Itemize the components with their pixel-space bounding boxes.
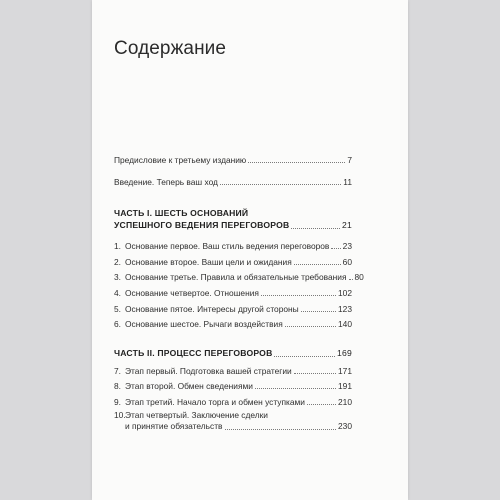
toc-entry-label: Основание второе. Ваши цели и ожидания <box>125 257 292 267</box>
toc-entry <box>114 410 352 432</box>
part-heading-line: ЧАСТЬ II. ПРОЦЕСС ПЕРЕГОВОРОВ <box>114 348 273 358</box>
part-heading-line: УСПЕШНОГО ВЕДЕНИЯ ПЕРЕГОВОРОВ <box>114 220 290 230</box>
page-title: Содержание <box>114 38 227 59</box>
toc-entry <box>114 257 352 267</box>
toc-entry-preface <box>114 155 352 165</box>
toc-entry-page: 123 <box>338 304 352 314</box>
part-one-heading <box>114 207 352 231</box>
toc-entry-number: 5. <box>114 304 121 314</box>
toc-entry <box>114 381 352 391</box>
part-heading-line: ЧАСТЬ I. ШЕСТЬ ОСНОВАНИЙ <box>114 208 249 218</box>
toc-entry-page: 11 <box>343 177 352 187</box>
toc-entry-number: 9. <box>114 397 121 407</box>
leader-dots <box>291 228 340 229</box>
toc-entry-label-continued: и принятие обязательств <box>125 421 223 431</box>
toc-entry-page: 60 <box>342 257 352 267</box>
toc-entry <box>114 241 352 251</box>
leader-dots <box>261 295 336 296</box>
toc-entry-number: 2. <box>114 257 121 267</box>
leader-dots <box>225 429 337 430</box>
leader-dots <box>301 311 336 312</box>
toc-entry-label: Этап третий. Начало торга и обмен уступками <box>125 397 305 407</box>
part-two-heading <box>114 347 352 359</box>
leader-dots <box>220 184 341 185</box>
leader-dots <box>274 356 335 357</box>
toc-entry <box>114 397 352 407</box>
toc-entry <box>114 319 352 329</box>
toc-entry-page: 210 <box>338 397 352 407</box>
part-heading-page: 21 <box>342 220 352 230</box>
toc-entry-label: Этап второй. Обмен сведениями <box>125 381 253 391</box>
toc-entry-number: 3. <box>114 272 121 282</box>
toc-entry-number: 1. <box>114 241 121 251</box>
toc-entry-label: Этап первый. Подготовка вашей стратегии <box>125 366 292 376</box>
leader-dots <box>285 326 336 327</box>
toc-entry-label: Основание пятое. Интересы другой стороны <box>125 304 299 314</box>
toc-entry-label: Основание шестое. Рычаги воздействия <box>125 319 283 329</box>
toc-entry-label: Этап четвертый. Заключение сделки <box>125 410 268 420</box>
part-heading-page: 169 <box>337 348 352 358</box>
toc-entry-label: Основание третье. Правила и обязательные требования <box>125 272 347 282</box>
toc-entry <box>114 288 352 298</box>
toc-entry-label: Основание четвертое. Отношения <box>125 288 259 298</box>
toc-entry-page: 171 <box>338 366 352 376</box>
toc-entry-page: 23 <box>342 241 352 251</box>
leader-dots <box>294 264 341 265</box>
toc-entry-number: 10. <box>114 410 126 420</box>
toc-entry <box>114 272 364 282</box>
toc-entry-label: Основание первое. Ваш стиль ведения переговоров <box>125 241 330 251</box>
leader-dots <box>248 162 345 163</box>
toc-entry-label: Введение. Теперь ваш ход <box>114 177 218 187</box>
leader-dots <box>331 248 340 249</box>
toc-entry-page: 80 <box>354 272 364 282</box>
toc-entry <box>114 304 352 314</box>
toc-entry-page: 230 <box>338 421 352 431</box>
leader-dots <box>307 404 336 405</box>
leader-dots <box>349 279 353 280</box>
toc-entry-number: 4. <box>114 288 121 298</box>
toc-entry-page: 102 <box>338 288 352 298</box>
leader-dots <box>255 388 336 389</box>
toc-entry <box>114 366 352 376</box>
toc-entry-page: 191 <box>338 381 352 391</box>
toc-entry-page: 7 <box>347 155 352 165</box>
toc-entry-number: 8. <box>114 381 121 391</box>
leader-dots <box>294 373 336 374</box>
toc-entry-number: 6. <box>114 319 121 329</box>
toc-entry-number: 7. <box>114 366 121 376</box>
toc-entry-label: Предисловие к третьему изданию <box>114 155 247 165</box>
toc-entry-page: 140 <box>338 319 352 329</box>
toc-entry-introduction <box>114 177 352 187</box>
book-page <box>92 0 408 500</box>
